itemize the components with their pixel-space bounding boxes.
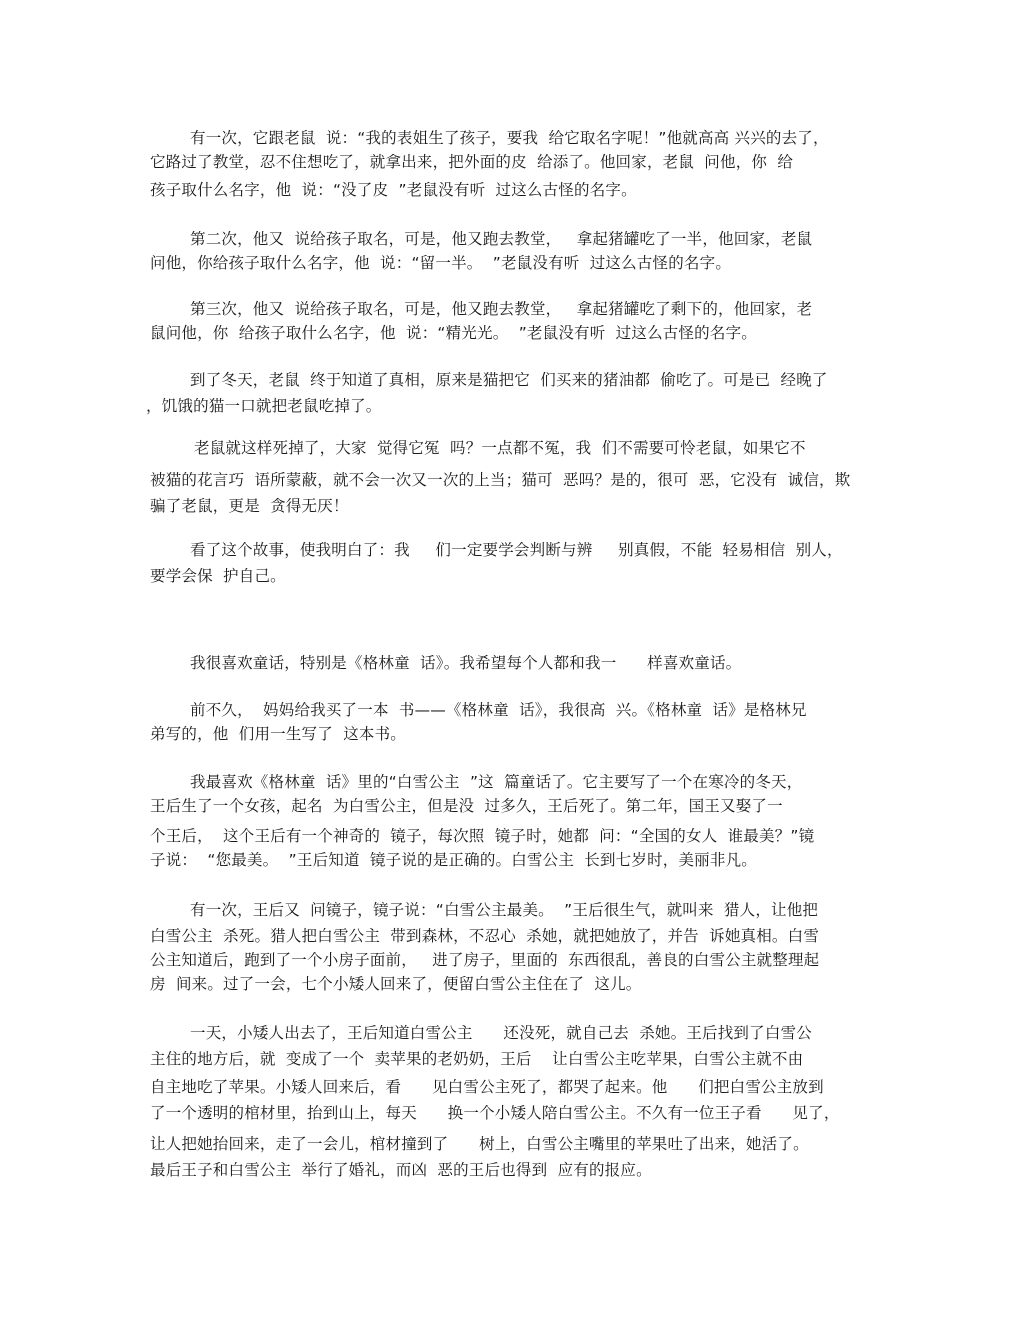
text-line: 让人把她抬回来，走了一会儿，棺材撞到了 树上，白雪公主嘴里的苹果吐了出来，她活了。 <box>150 1135 809 1153</box>
text-line: 老鼠就这样死掉了，大家 觉得它冤 吗？一点都不冤，我 们不需要可怜老鼠，如果它不 <box>194 439 806 457</box>
text-line: 房 间来。过了一会，七个小矮人回来了，便留白雪公主住在了 这儿。 <box>150 975 642 993</box>
text-line: 孩子取什么名字，他 说：“没了皮 ”老鼠没有听 过这么古怪的名字。 <box>150 181 637 199</box>
text-line: 问他，你给孩子取什么名字，他 说：“留一半。 ”老鼠没有听 过这么古怪的名字。 <box>150 254 732 272</box>
text-line: 子说： “您最美。 ”王后知道 镜子说的是正确的。白雪公主 长到七岁时，美丽非凡。 <box>150 851 757 869</box>
text-line: 有一次，它跟老鼠 说：“我的表姐生了孩子，要我 给它取名字呢！”他就高高 兴兴的去了， <box>190 129 829 147</box>
text-line: 弟写的，他 们用一生写了 这本书。 <box>150 725 407 743</box>
text-line: 我很喜欢童话，特别是《格林童 话》。我希望每个人都和我一 样喜欢童话。 <box>190 654 742 672</box>
text-line: 公主知道后，跑到了一个小房子面前， 进了房子，里面的 东西很乱，善良的白雪公主就整理起 <box>150 951 820 969</box>
text-line: 被猫的花言巧 语所蒙蔽，就不会一次又一次的上当；猫可 恶吗？是的，很可 恶，它没有 诚信，欺 <box>150 471 851 489</box>
text-line: 自主地吃了苹果。小矮人回来后，看 见白雪公主死了，都哭了起来。他 们把白雪公主放到 <box>150 1078 824 1096</box>
text-line: 骗了老鼠，更是 贪得无厌！ <box>150 497 349 515</box>
text-line: 一天，小矮人出去了，王后知道白雪公主 还没死，就自己去 杀她。王后找到了白雪公 <box>190 1024 812 1042</box>
text-line: 看了这个故事，使我明白了：我 们一定要学会判断与辨 别真假，不能 轻易相信 别人， <box>190 541 843 559</box>
text-line: 鼠问他，你 给孩子取什么名字，他 说：“精光光。 ”老鼠没有听 过这么古怪的名字。 <box>150 324 757 342</box>
text-line: 有一次，王后又 问镜子，镜子说：“白雪公主最美。 ”王后很生气，就叫来 猎人，让他把 <box>190 901 819 919</box>
text-line: 到了冬天，老鼠 终于知道了真相，原来是猫把它 们买来的猪油都 偷吃了。可是已 经晚了 <box>190 371 828 389</box>
text-line: 第二次，他又 说给孩子取名，可是，他又跑去教堂， 拿起猪罐吃了一半，他回家，老鼠 <box>190 230 813 248</box>
text-line: 它路过了教堂，忍不住想吃了，就拿出来，把外面的皮 给添了。他回家，老鼠 问他，你 给 <box>150 153 794 171</box>
text-line: 主住的地方后，就 变成了一个 卖苹果的老奶奶，王后 让白雪公主吃苹果，白雪公主就不由 <box>150 1050 804 1068</box>
text-line: 王后生了一个女孩，起名 为白雪公主，但是没 过多久，王后死了。第二年，国王又娶了一 <box>150 797 783 815</box>
text-line: 最后王子和白雪公主 举行了婚礼，而凶 恶的王后也得到 应有的报应。 <box>150 1161 652 1179</box>
text-line: ，饥饿的猫一口就把老鼠吃掉了。 <box>146 397 382 415</box>
text-line: 了一个透明的棺材里，抬到山上，每天 换一个小矮人陪白雪公主。不久有一位王子看 见了， <box>150 1104 840 1122</box>
text-line: 白雪公主 杀死。猎人把白雪公主 带到森林，不忍心 杀她，就把她放了，并告 诉她真相。白雪 <box>150 927 820 945</box>
text-line: 个王后， 这个王后有一个神奇的 镜子，每次照 镜子时，她都 问：“全国的女人 谁最美？”镜 <box>150 827 815 845</box>
text-line: 要学会保 护自己。 <box>150 567 286 585</box>
text-line: 我最喜欢《格林童 话》里的“白雪公主 ”这 篇童话了。它主要写了一个在寒冷的冬天， <box>190 773 803 791</box>
text-line: 第三次，他又 说给孩子取名，可是，他又跑去教堂， 拿起猪罐吃了剩下的，他回家，老 <box>190 300 813 318</box>
text-line: 前不久， 妈妈给我买了一本 书——《格林童 话》，我很高 兴。《格林童 话》是格林兄 <box>190 701 807 719</box>
